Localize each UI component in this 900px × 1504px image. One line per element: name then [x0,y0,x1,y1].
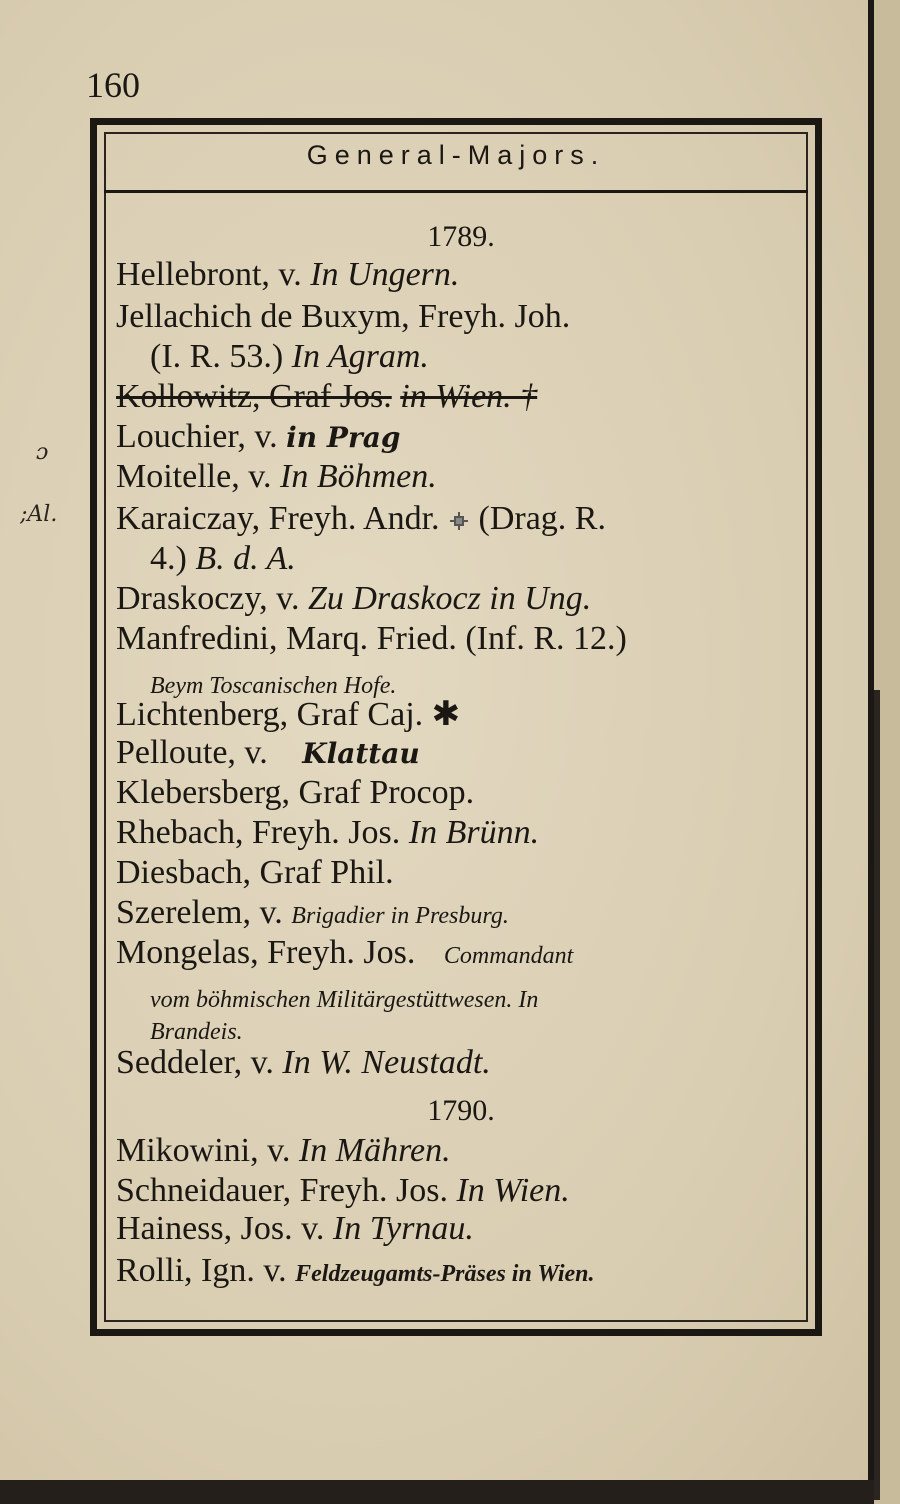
entry-name: Diesbach, Graf Phil. [116,854,394,891]
entry-line [116,458,437,496]
entry-line [116,418,400,456]
entry-note: Brigadier in Presburg. [291,903,509,929]
entry-line [150,540,296,578]
entry-note: Commandant [443,943,574,969]
entry-name: Lichtenberg, Graf Caj. [116,696,424,733]
margin-note-1: ɔ [36,440,49,465]
entry-name: Draskoczy, v. [116,580,300,617]
entry-note: In Ungern. [310,256,460,293]
entry-name: Jellachich de Buxym, Freyh. Joh. [116,298,571,335]
entry-line [116,1210,474,1248]
entry-name: Rhebach, Freyh. Jos. [116,814,401,851]
entry-line [116,620,627,658]
entry-name: Moitelle, v. [116,458,272,495]
order-cross-icon [448,510,470,532]
entry-name: Rolli, Ign. v. [116,1252,287,1289]
entry-note: (Drag. R. [478,500,606,537]
entry-name: Szerelem, v. [116,894,283,931]
entry-name: (I. R. 53.) [150,338,284,375]
entry-line [116,298,570,336]
entry-line [116,854,394,892]
entry-name: Hainess, Jos. v. [116,1210,325,1247]
entry-note: In Agram. [291,338,429,375]
adjacent-page-shadow [874,690,880,1500]
handwritten-note: Klattau [302,737,420,770]
margin-note-2: ;Al. [20,502,58,527]
entry-line [116,1132,451,1170]
page-number: 160 [86,65,140,105]
entry-note: B. d. A. [195,540,296,577]
entry-note: In Brünn. [408,814,540,851]
entry-line [116,1252,595,1290]
bottom-shadow [0,1480,874,1504]
entry-note: Brandeis. [150,1019,243,1045]
entry-line [116,734,420,772]
entry-note: vom böhmischen Militärgestüttwesen. In [150,987,539,1013]
entry-note: Beym Toscanischen Hofe. [150,673,397,699]
entry-name: Louchier, v. [116,418,278,455]
entry-line [150,338,429,376]
entry-name: Schneidauer, Freyh. Jos. [116,1172,448,1209]
entry-name: Mongelas, Freyh. Jos. [116,934,416,971]
entry-line [116,774,474,812]
entry-name: Klebersberg, Graf Procop. [116,774,475,811]
entry-line [150,1010,243,1048]
entry-line [116,580,591,618]
entry-line [116,694,460,734]
entry-note: In Wien. [456,1172,570,1209]
entry-note: In Tyrnau. [332,1210,474,1247]
year-heading-1790: 1790. [427,1094,495,1127]
header-divider [104,190,808,193]
entry-name: Manfredini, Marq. Fried. (Inf. R. 12.) [116,620,627,657]
entry-name: Hellebront, v. [116,256,302,293]
entry-line [116,814,539,852]
entry-name: Seddeler, v. [116,1044,274,1081]
entry-name: 4.) [150,540,187,577]
entry-line [116,500,606,538]
entry-line [116,1172,570,1210]
section-title: General-Majors. [306,140,606,170]
handwritten-note: in Prag [286,421,401,454]
entry-note: In W. Neustadt. [282,1044,491,1081]
year-heading-1789: 1789. [427,220,495,253]
entry-note: in Wien. † [400,378,538,415]
entry-note: Zu Draskocz in Ung. [307,580,592,617]
entry-line-struck [116,378,537,416]
entry-note: In Böhmen. [280,458,437,495]
entry-name: Mikowini, v. [116,1132,291,1169]
adjacent-page-edge [874,0,900,1504]
entry-name: Karaiczay, Freyh. Andr. [116,500,440,537]
entry-note: In Mähren. [298,1132,451,1169]
entry-name: Pelloute, v. [116,734,268,771]
entry-line [116,934,573,972]
entry-name: Kollowitz, Graf Jos. [116,378,392,415]
asterisk-mark: ✱ [431,696,461,733]
entry-line [116,894,509,932]
entry-note: Feldzeugamts-Präses in Wien. [295,1261,595,1287]
entry-line [116,256,459,294]
entry-line [116,1044,491,1082]
